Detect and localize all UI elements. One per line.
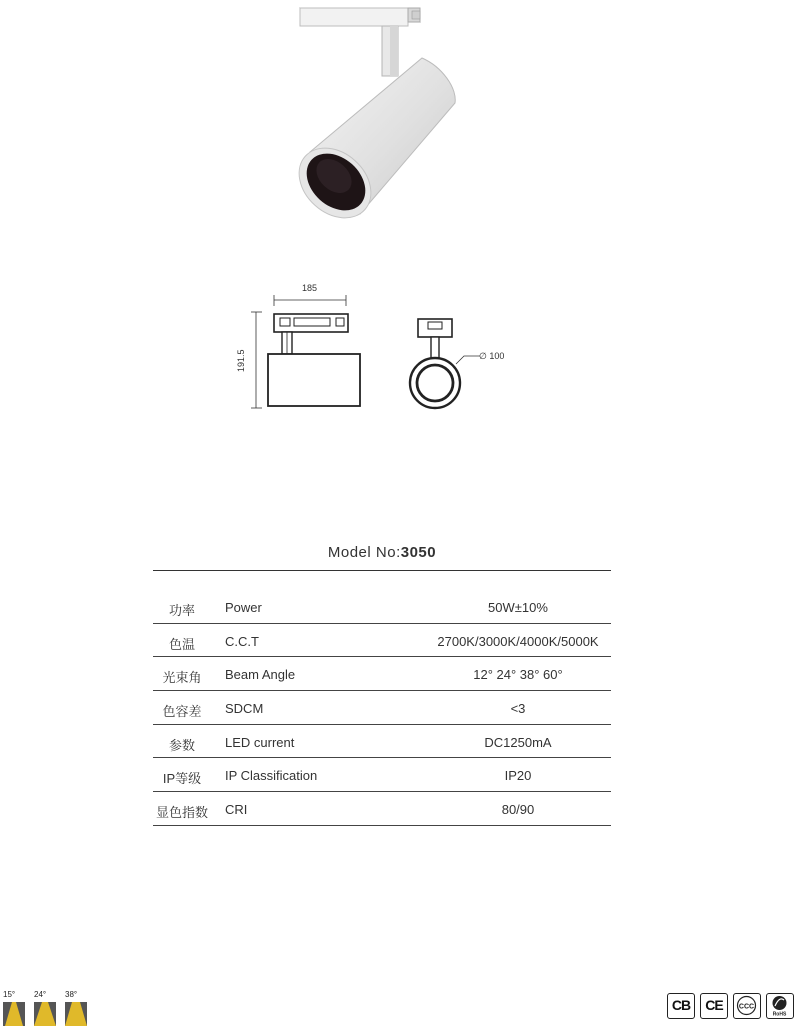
spec-cn-label: 显色指数 [155, 805, 208, 821]
beam-label: 38° [65, 990, 78, 999]
product-photo [290, 0, 470, 230]
dimension-drawing [228, 276, 518, 416]
spec-row-cri [153, 792, 611, 826]
spec-en-label: IP Classification [225, 768, 318, 784]
diameter-dimension: ∅ 100 [479, 351, 505, 361]
ce-mark-text: CE [705, 997, 723, 1013]
spec-en-label: Power [225, 600, 262, 615]
beam-angle-legend [3, 990, 93, 1028]
beam-cone-icon [65, 1002, 87, 1026]
spec-value: DC1250mA [484, 734, 552, 750]
spec-cn-label: 色温 [168, 636, 195, 652]
rohs-mark-icon [766, 993, 794, 1019]
spec-value: IP20 [504, 768, 532, 784]
cb-mark-icon [667, 993, 695, 1019]
spec-cn-label: 光束角 [162, 670, 202, 686]
beam-label: 24° [34, 990, 47, 999]
spec-value: <3 [510, 701, 526, 717]
spec-value: 12° 24° 38° 60° [473, 667, 563, 683]
beam-cone-icon [34, 1002, 56, 1026]
spec-en-label: SDCM [225, 701, 264, 717]
spec-row-power [153, 590, 611, 624]
spec-en-label: CRI [225, 802, 248, 818]
svg-text:CCC: CCC [738, 1003, 755, 1011]
spec-cn-label: IP等级 [162, 771, 202, 787]
beam-label: 15° [3, 990, 16, 999]
spec-value: 2700K/3000K/4000K/5000K [437, 633, 599, 649]
beam-38 [65, 990, 89, 1028]
spec-row-sdcm [153, 691, 611, 725]
spec-row-cct [153, 624, 611, 658]
spec-cn-label: 色容差 [162, 704, 202, 720]
certification-marks [667, 993, 795, 1021]
title-divider [153, 570, 611, 571]
spec-value: 50W±10% [488, 600, 548, 615]
model-title [153, 544, 611, 561]
beam-cone-icon [3, 1002, 25, 1026]
spec-table [153, 590, 611, 826]
spec-cn-label: 功率 [168, 603, 195, 618]
spec-en-label: Beam Angle [225, 667, 296, 683]
model-number: 3050 [400, 544, 437, 561]
ce-mark-icon [700, 993, 728, 1019]
rohs-mark-text: RoHS [772, 1011, 787, 1017]
spec-row-led-current [153, 725, 611, 759]
spec-row-ip [153, 758, 611, 792]
spec-row-beam-angle [153, 657, 611, 691]
spec-en-label: C.C.T [225, 633, 259, 649]
height-dimension: 191.5 [236, 349, 246, 372]
ccc-mark-icon [733, 993, 761, 1019]
spec-value: 80/90 [501, 802, 535, 818]
model-label: Model No: [327, 544, 401, 561]
cb-mark-text: CB [671, 997, 691, 1013]
beam-24 [34, 990, 58, 1028]
width-dimension: 185 [302, 283, 318, 293]
spec-cn-label: 参数 [168, 737, 195, 753]
beam-15 [3, 990, 27, 1028]
spec-en-label: LED current [225, 734, 295, 750]
